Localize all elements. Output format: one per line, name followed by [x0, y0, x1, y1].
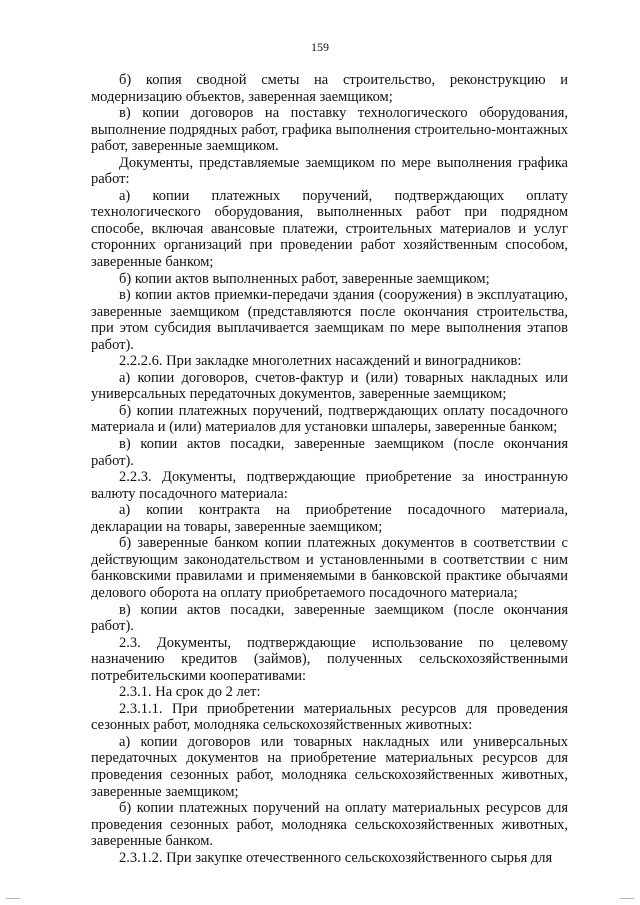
paragraph: в) копии договоров на поставку технологического оборудования, выполнение подрядных работ, графика выполнения строительно-монтажных работ, заверенные заемщиком.: [91, 105, 568, 155]
page-number: 159: [311, 40, 329, 54]
paragraph: в) копии актов посадки, заверенные заемщиком (после окончания работ).: [91, 601, 568, 635]
section-heading: 2.2.2.6. При закладке многолетних насаждений и виноградников:: [119, 353, 522, 370]
section-heading: 2.3.1.2. При закупке отечественного сельскохозяйственного сырья для: [119, 849, 553, 866]
section-heading: 2.3.1.1. При приобретении материальных ресурсов для проведения сезонных работ, молодняка сельскохозяйственных животных:: [91, 700, 568, 734]
scan-edge-mark: [6, 898, 20, 899]
paragraph: б) копии платежных поручений, подтверждающих оплату посадочного материала и (или) материалов для установки шпалеры, заверенные банком;: [91, 402, 568, 436]
paragraph: Документы, представляемые заемщиком по мере выполнения графика работ:: [91, 154, 568, 188]
paragraph: б) заверенные банком копии платежных документов в соответствии с действующим законодательством и установленными в соответствии с ним банковскими правилами и применяемыми в банковской практике обычаями делового оборота на оплату приобретаемого посадочного материала;: [91, 535, 568, 601]
paragraph: б) копия сводной сметы на строительство, реконструкцию и модернизацию объектов, заверенная заемщиком;: [91, 72, 568, 105]
paragraph: б) копии платежных поручений на оплату материальных ресурсов для проведения сезонных работ, молодняка сельскохозяйственных животных, заверенные банком.: [91, 800, 568, 850]
paragraph: в) копии актов посадки, заверенные заемщиком (после окончания работ).: [91, 436, 568, 469]
paragraph: а) копии платежных поручений, подтверждающих оплату технологического оборудования, выполненных работ при подрядном способе, включая авансовые платежи, строительных материалов и услуг сторонних организаций при проведении работ хозяйственным способом, заверенные банком;: [91, 187, 568, 271]
scan-edge-mark: [620, 898, 634, 899]
section-heading: 2.3.1. На срок до 2 лет:: [119, 684, 261, 701]
paragraph: а) копии договоров или товарных накладных или универсальных передаточных документов на приобретение материальных ресурсов для проведения сезонных работ, молодняка сельскохозяйственных животных, заверенные заемщиком;: [91, 733, 568, 800]
section-heading: 2.3. Документы, подтверждающие использование по целевому назначению кредитов (займов), полученных сельскохозяйственными потребительскими кооперативами:: [91, 634, 568, 684]
paragraph: а) копии договоров, счетов-фактур и (или) товарных накладных или универсальных передаточных документов, заверенные заемщиком;: [91, 369, 568, 403]
paragraph: б) копии актов выполненных работ, заверенные заемщиком;: [119, 270, 490, 287]
paragraph: а) копии контракта на приобретение посадочного материала, декларации на товары, заверенные заемщиком;: [91, 502, 568, 535]
section-heading: 2.2.3. Документы, подтверждающие приобретение за иностранную валюту посадочного материала:: [91, 469, 568, 502]
paragraph: в) копии актов приемки-передачи здания (сооружения) в эксплуатацию, заверенные заемщиком (представляются после окончания строительства, при этом субсидия выплачивается заемщикам по мере выполнения этапов работ).: [91, 287, 568, 353]
document-body: [91, 72, 568, 866]
